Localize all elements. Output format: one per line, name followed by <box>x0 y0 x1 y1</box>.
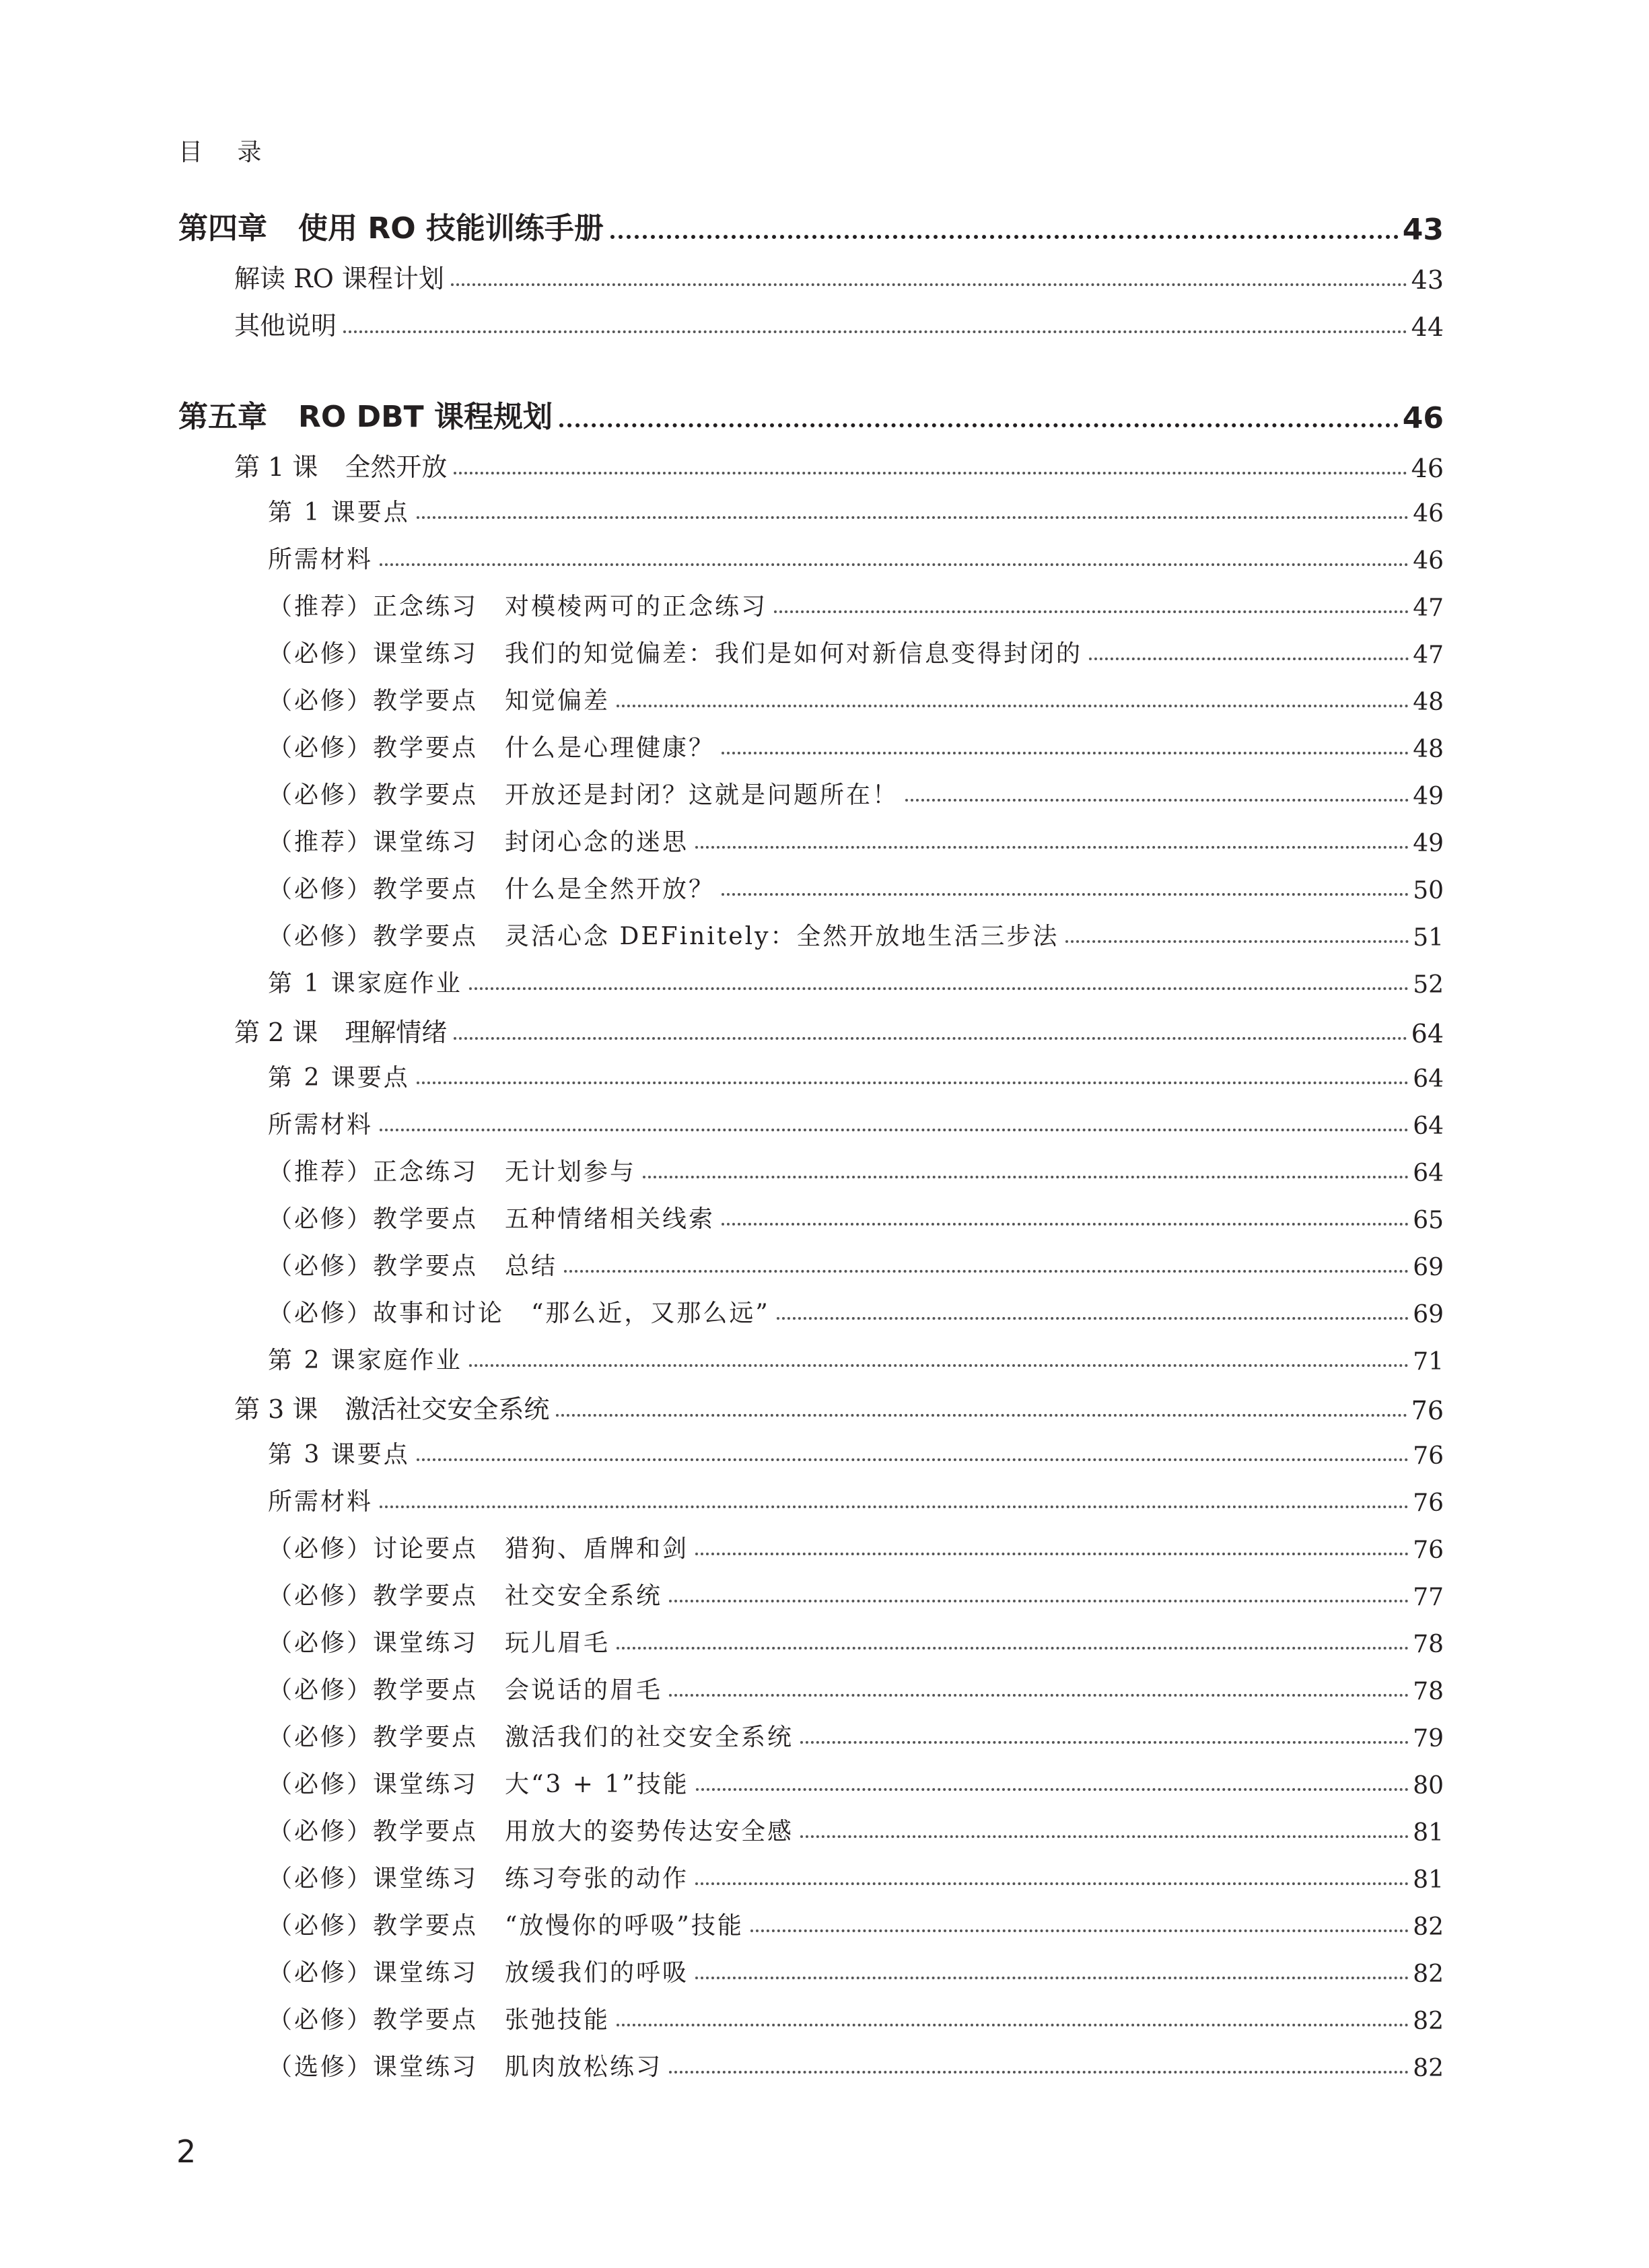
toc-entry-page: 46 <box>1413 500 1444 528</box>
toc-entry-text: 第 3 课要点 <box>268 1441 410 1468</box>
toc-entry-label: （推荐）正念练习 <box>268 593 479 621</box>
toc-entry-page: 79 <box>1413 1725 1444 1752</box>
toc-entry-title <box>268 776 899 810</box>
dot-leader <box>417 516 1409 519</box>
toc-entry-label: （必修）课堂练习 <box>268 1771 479 1798</box>
toc-entry-title <box>234 1012 447 1049</box>
toc-entry-page: 46 <box>1402 401 1444 435</box>
toc-entry-title <box>268 682 610 716</box>
toc-entry-title <box>268 635 1082 669</box>
toc-entry-text: 猎狗、盾牌和剑 <box>505 1535 689 1563</box>
dot-leader <box>380 1505 1409 1508</box>
toc-entry-title <box>268 588 767 622</box>
dot-leader <box>454 1037 1407 1040</box>
toc-entry[interactable] <box>268 1200 1444 1234</box>
dot-leader <box>559 423 1399 427</box>
toc-entry-page: 69 <box>1413 1301 1444 1328</box>
dot-leader <box>695 846 1409 849</box>
dot-leader <box>669 1600 1409 1602</box>
dot-leader <box>695 1977 1409 1979</box>
toc-entry-label: （必修）教学要点 <box>268 2006 479 2034</box>
toc-entry-page: 81 <box>1413 1866 1444 1894</box>
toc-entry[interactable] <box>178 204 1444 247</box>
toc-entry-page: 77 <box>1413 1584 1444 1611</box>
toc-entry-page: 76 <box>1413 1442 1444 1470</box>
toc-entry-title <box>268 1907 744 1941</box>
toc-entry-page: 43 <box>1411 265 1444 295</box>
toc-entry-page: 71 <box>1413 1348 1444 1376</box>
toc-entry-label: （必修）课堂练习 <box>268 1629 479 1657</box>
toc-entry-page: 46 <box>1411 454 1444 483</box>
toc-entry-text: 灵活心念 DEFinitely：全然开放地生活三步法 <box>505 923 1059 950</box>
toc-entry-page: 81 <box>1413 1819 1444 1847</box>
toc-entry-text: 封闭心念的迷思 <box>505 828 689 856</box>
toc-entry[interactable] <box>268 1530 1444 1564</box>
toc-entry[interactable] <box>268 1059 1444 1093</box>
toc-entry-text: 玩儿眉毛 <box>505 1629 610 1657</box>
toc-entry-title <box>268 1671 662 1705</box>
toc-entry-text: 理解情绪 <box>345 1018 448 1047</box>
toc-entry-text: 第 2 课家庭作业 <box>268 1347 462 1374</box>
toc-entry[interactable] <box>268 1153 1444 1187</box>
toc-entry-text: 使用 RO 技能训练手册 <box>298 211 604 246</box>
dot-leader <box>669 1694 1409 1697</box>
toc-entry-title <box>268 1624 610 1658</box>
dot-leader <box>451 283 1407 286</box>
toc-entry[interactable] <box>234 1012 1444 1049</box>
toc-entry-text: 放缓我们的呼吸 <box>505 1959 689 1987</box>
toc-entry-text: 激活社交安全系统 <box>345 1394 550 1424</box>
toc-entry-title <box>268 1294 770 1328</box>
toc-entry-text: 会说话的眉毛 <box>505 1676 663 1704</box>
toc-entry-title <box>268 2048 662 2082</box>
toc-entry-title <box>268 1812 794 1847</box>
toc-entry-page: 48 <box>1413 688 1444 716</box>
dot-leader <box>722 1223 1409 1226</box>
toc-entry-label: （必修）教学要点 <box>268 781 479 809</box>
toc-entry-label: （必修）教学要点 <box>268 734 479 762</box>
toc-entry-label: （必修）教学要点 <box>268 1818 479 1845</box>
toc-entry-title <box>268 729 715 763</box>
toc-entry-page: 48 <box>1413 736 1444 763</box>
toc-entry-text: 无计划参与 <box>505 1158 637 1186</box>
dot-leader <box>617 705 1409 707</box>
toc-entry-page: 43 <box>1402 213 1444 247</box>
toc-entry-text: 张弛技能 <box>505 2006 610 2034</box>
toc-entry-page: 64 <box>1413 1112 1444 1140</box>
dot-leader <box>695 1882 1409 1885</box>
dot-leader <box>617 2024 1409 2026</box>
toc-entry-title <box>268 1718 794 1752</box>
toc-entry-text: 所需材料 <box>268 1488 374 1516</box>
toc-entry[interactable] <box>268 1341 1444 1376</box>
toc-entry[interactable] <box>268 870 1444 905</box>
toc-entry-text: “放慢你的呼吸”技能 <box>505 1912 744 1940</box>
toc-entry-label: （必修）课堂练习 <box>268 640 479 668</box>
toc-entry-page: 82 <box>1413 2008 1444 2035</box>
toc-entry-title <box>268 540 373 575</box>
toc-entry[interactable] <box>268 1765 1444 1800</box>
dot-leader <box>343 330 1407 333</box>
toc-entry-text: 全然开放 <box>345 452 448 482</box>
dot-leader <box>380 1129 1409 1131</box>
toc-entry-title <box>268 964 462 999</box>
toc-entry[interactable] <box>268 729 1444 763</box>
toc-entry-label: （选修）课堂练习 <box>268 2053 479 2081</box>
toc-entry-label: （必修）故事和讨论 <box>268 1300 505 1327</box>
toc-entry[interactable] <box>268 1436 1444 1470</box>
toc-entry-text: “那么近，又那么远” <box>531 1300 770 1327</box>
toc-entry-title <box>268 1530 689 1564</box>
toc-entry-label: 第五章 <box>178 400 267 434</box>
toc-entry[interactable] <box>234 1388 1444 1425</box>
toc-entry-page: 82 <box>1413 1913 1444 1941</box>
toc-entry[interactable] <box>234 258 1444 295</box>
toc-entry-text: 所需材料 <box>268 546 374 573</box>
dot-leader <box>800 1835 1409 1838</box>
toc-entry-text: 什么是全然开放？ <box>505 876 715 903</box>
toc-entry[interactable] <box>268 493 1444 528</box>
toc-entry-title <box>268 1153 636 1187</box>
toc-entry-title <box>268 1059 410 1093</box>
toc-entry-text: 开放还是封闭？这就是问题所在！ <box>505 781 899 809</box>
toc-entry[interactable] <box>268 823 1444 857</box>
toc-entry-label: 第 1 课 <box>234 452 318 482</box>
dot-leader <box>750 1929 1409 1932</box>
toc-entry-label: （推荐）课堂练习 <box>268 828 479 856</box>
toc-entry[interactable] <box>268 1954 1444 1988</box>
toc-entry-page: 78 <box>1413 1678 1444 1705</box>
dot-leader <box>564 1270 1409 1273</box>
toc-entry-page: 80 <box>1413 1772 1444 1800</box>
toc-entry-title <box>268 870 715 905</box>
toc-entry[interactable] <box>234 446 1444 483</box>
dot-leader <box>617 1647 1409 1650</box>
toc-entry-title <box>234 446 447 483</box>
toc-entry-page: 51 <box>1413 924 1444 952</box>
toc-entry-title <box>268 1200 715 1234</box>
toc-entry[interactable] <box>268 1859 1444 1894</box>
toc-entry-label: 第 2 课 <box>234 1018 318 1047</box>
toc-entry-title <box>234 258 444 295</box>
toc-entry-page: 82 <box>1413 1960 1444 1988</box>
toc-entry[interactable] <box>268 1247 1444 1281</box>
dot-leader <box>610 235 1399 239</box>
dot-leader <box>722 893 1409 896</box>
toc-entry-title <box>268 1577 662 1611</box>
toc-entry-title <box>234 1388 549 1425</box>
toc-entry-page: 76 <box>1411 1396 1444 1425</box>
dot-leader <box>380 563 1409 566</box>
dot-leader <box>556 1414 1407 1417</box>
toc-entry-title <box>268 493 410 528</box>
toc-entry-text: 五种情绪相关线索 <box>505 1205 715 1233</box>
toc-entry[interactable] <box>268 1718 1444 1752</box>
toc-entry-page: 50 <box>1413 877 1444 905</box>
toc-entry[interactable] <box>268 1624 1444 1658</box>
toc-entry-label: （必修）教学要点 <box>268 1252 479 1280</box>
toc-entry-page: 64 <box>1411 1019 1444 1049</box>
toc-entry-label: （必修）教学要点 <box>268 876 479 903</box>
toc-entry-label: （必修）教学要点 <box>268 1912 479 1940</box>
toc-entry-label: （必修）教学要点 <box>268 1205 479 1233</box>
toc-entry[interactable] <box>268 776 1444 810</box>
toc-entry-text: 其他说明 <box>234 311 337 341</box>
toc-entry[interactable] <box>268 540 1444 575</box>
toc-entry[interactable] <box>268 1106 1444 1140</box>
toc-entry-label: （必修）讨论要点 <box>268 1535 479 1563</box>
toc-entry-text: 什么是心理健康？ <box>505 734 715 762</box>
toc-entry-label: （必修）教学要点 <box>268 1676 479 1704</box>
toc-entry-page: 44 <box>1411 312 1444 342</box>
running-header: 目 录 <box>178 139 275 166</box>
toc-entry-label: （必修）教学要点 <box>268 923 479 950</box>
toc-entry-text: 肌肉放松练习 <box>505 2053 663 2081</box>
dot-leader <box>469 987 1409 990</box>
dot-leader <box>1089 658 1409 660</box>
dot-leader <box>469 1364 1409 1367</box>
toc-entry[interactable] <box>268 1483 1444 1517</box>
toc-entry[interactable] <box>234 305 1444 342</box>
toc-entry-page: 47 <box>1413 594 1444 622</box>
toc-entry-page: 76 <box>1413 1489 1444 1517</box>
toc-entry[interactable] <box>268 1671 1444 1705</box>
toc-entry-title <box>178 392 553 435</box>
toc-entry-text: 激活我们的社交安全系统 <box>505 1724 794 1751</box>
dot-leader <box>777 1317 1409 1320</box>
toc-entry[interactable] <box>268 635 1444 669</box>
toc-entry-title <box>234 305 337 342</box>
toc-entry-title <box>178 204 604 247</box>
toc-entry-title <box>268 917 1059 952</box>
toc-entry-label: 第 3 课 <box>234 1394 318 1424</box>
toc-entry-label: （必修）课堂练习 <box>268 1865 479 1892</box>
toc-entry-title <box>268 1483 373 1517</box>
toc-entry-page: 52 <box>1413 971 1444 999</box>
dot-leader <box>696 1788 1409 1791</box>
toc-entry-page: 76 <box>1413 1536 1444 1564</box>
toc-entry-title <box>268 2001 610 2035</box>
toc-entry-page: 47 <box>1413 641 1444 669</box>
toc-entry-label: （推荐）正念练习 <box>268 1158 479 1186</box>
dot-leader <box>905 799 1409 802</box>
toc-entry-title <box>268 1247 557 1281</box>
toc-entry-title <box>268 1436 410 1470</box>
toc-entry-text: 知觉偏差 <box>505 687 610 715</box>
toc-entry-text: 社交安全系统 <box>505 1582 663 1610</box>
toc-entry-page: 49 <box>1413 783 1444 810</box>
toc-entry[interactable] <box>268 1294 1444 1328</box>
dot-leader <box>669 2071 1409 2074</box>
toc-entry-page: 82 <box>1413 2055 1444 2082</box>
toc-entry-text: 我们的知觉偏差：我们是如何对新信息变得封闭的 <box>505 640 1083 668</box>
dot-leader <box>1065 940 1409 943</box>
toc-entry-label: （必修）教学要点 <box>268 687 479 715</box>
toc-entry-page: 49 <box>1413 830 1444 857</box>
toc-entry-text: 对模棱两可的正念练习 <box>505 593 768 621</box>
toc-entry[interactable] <box>178 392 1444 435</box>
toc-entry-text: 大“3 + 1”技能 <box>505 1771 689 1798</box>
toc-entry[interactable] <box>268 964 1444 999</box>
dot-leader <box>643 1176 1409 1178</box>
toc-entry-text: RO DBT 课程规划 <box>298 400 553 434</box>
toc-entry[interactable] <box>268 2001 1444 2035</box>
toc-entry-label: （必修）课堂练习 <box>268 1959 479 1987</box>
toc-entry-text: 所需材料 <box>268 1111 374 1139</box>
toc-entry-text: 解读 RO 课程计划 <box>234 264 444 293</box>
dot-leader <box>454 472 1407 474</box>
toc-entry-label: （必修）教学要点 <box>268 1582 479 1610</box>
toc-entry[interactable] <box>268 2048 1444 2082</box>
toc-entry[interactable] <box>268 682 1444 716</box>
toc-entry-title <box>268 1859 689 1894</box>
toc-entry-page: 65 <box>1413 1207 1444 1234</box>
toc-entry-title <box>268 1765 689 1800</box>
toc-entry[interactable] <box>268 1907 1444 1941</box>
toc-entry-label: 第四章 <box>178 211 267 246</box>
dot-leader <box>722 752 1409 754</box>
toc-entry-page: 64 <box>1413 1160 1444 1187</box>
toc-entry-title <box>268 823 689 857</box>
page-number: 2 <box>176 2133 197 2170</box>
toc-entry-page: 46 <box>1413 547 1444 575</box>
toc-entry-page: 64 <box>1413 1065 1444 1093</box>
toc-entry[interactable] <box>268 1577 1444 1611</box>
dot-leader <box>695 1553 1409 1555</box>
toc-entry-title <box>268 1954 689 1988</box>
toc-entry[interactable] <box>268 1812 1444 1847</box>
toc-entry[interactable] <box>268 917 1444 952</box>
toc-entry-page: 78 <box>1413 1631 1444 1658</box>
dot-leader <box>417 1082 1409 1084</box>
dot-leader <box>417 1458 1409 1461</box>
toc-entry-text: 总结 <box>505 1252 558 1280</box>
toc-entry-text: 第 1 课要点 <box>268 499 410 526</box>
dot-leader <box>800 1741 1409 1744</box>
toc-entry-label: （必修）教学要点 <box>268 1724 479 1751</box>
toc-entry-title <box>268 1341 462 1376</box>
toc-entry-text: 第 1 课家庭作业 <box>268 970 462 997</box>
toc-entry-text: 用放大的姿势传达安全感 <box>505 1818 794 1845</box>
toc-entry-title <box>268 1106 373 1140</box>
dot-leader <box>774 610 1409 613</box>
toc-entry-page: 69 <box>1413 1254 1444 1281</box>
toc-entry[interactable] <box>268 588 1444 622</box>
toc-entry-text: 第 2 课要点 <box>268 1064 410 1092</box>
toc-entry-text: 练习夸张的动作 <box>505 1865 689 1892</box>
